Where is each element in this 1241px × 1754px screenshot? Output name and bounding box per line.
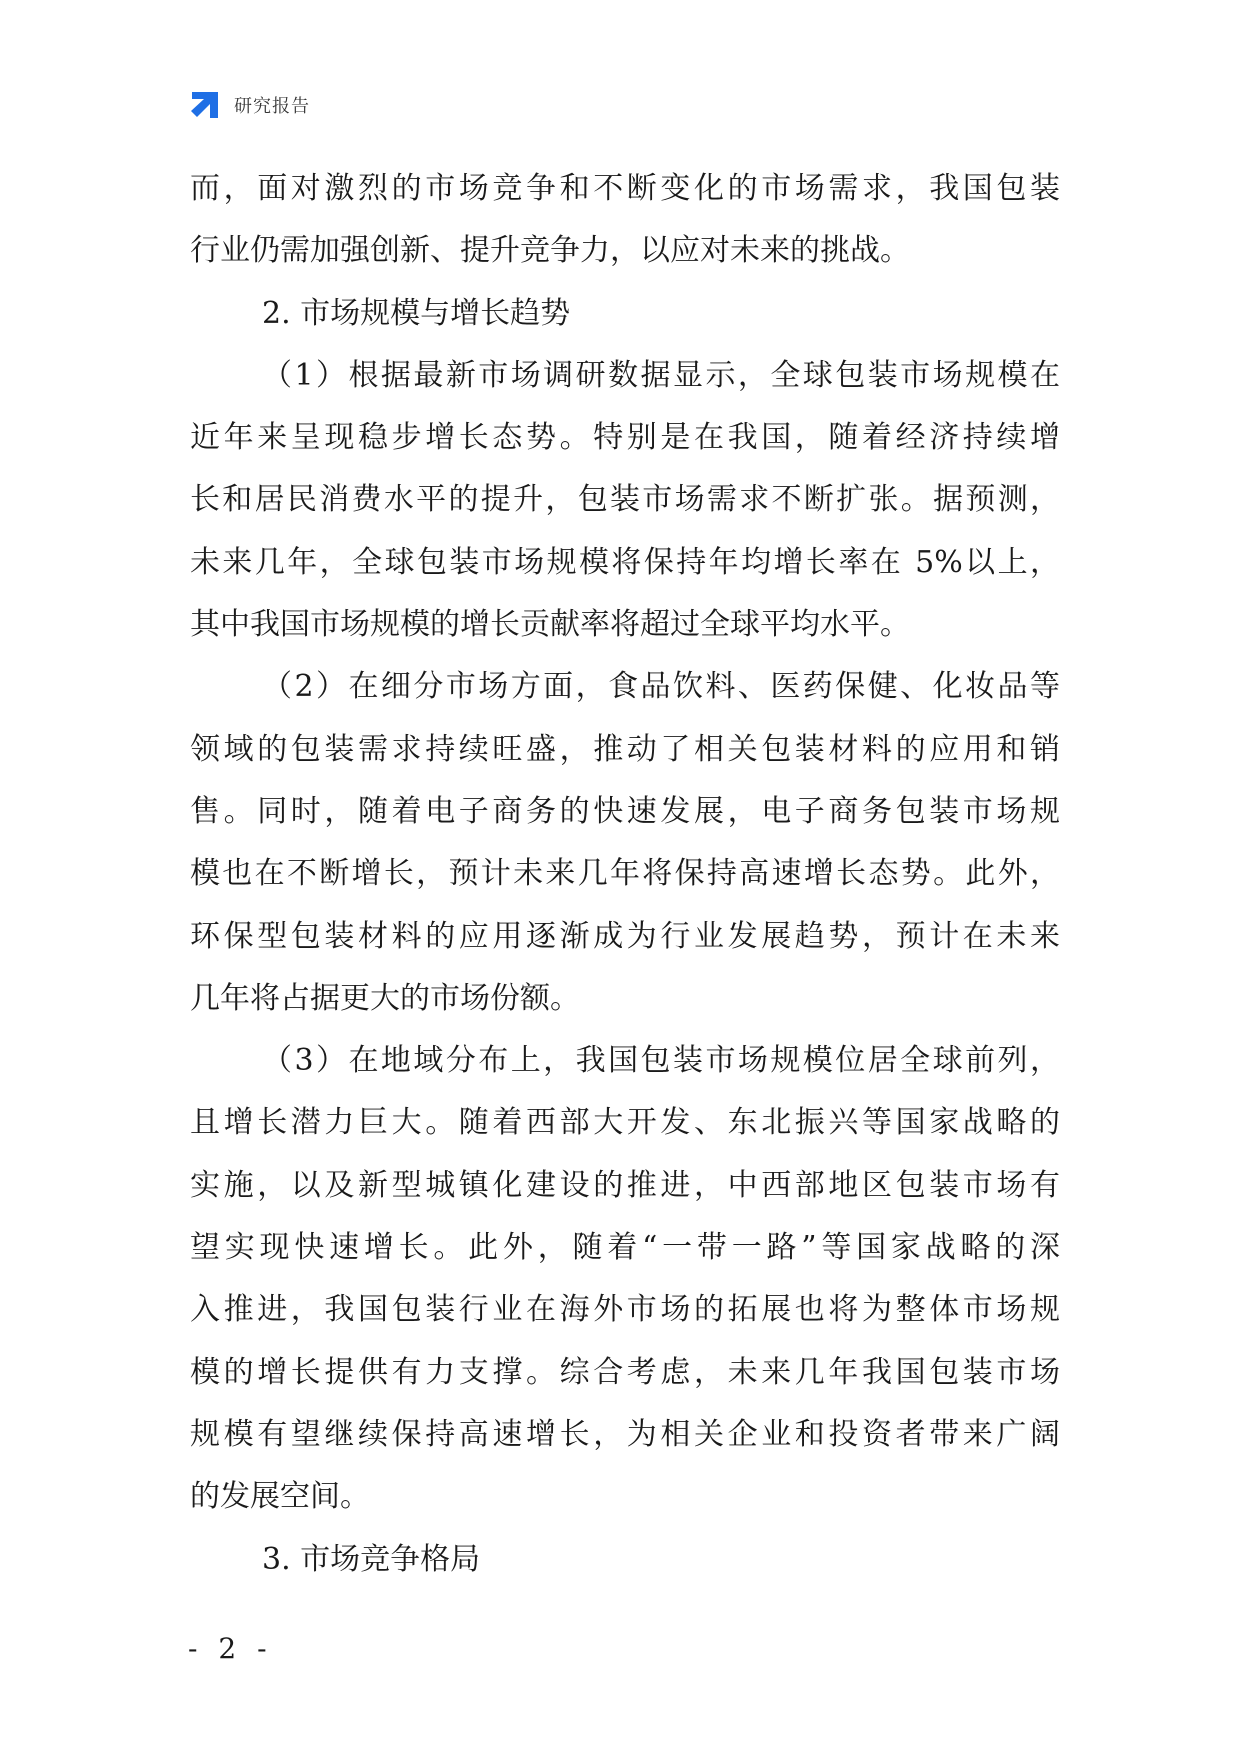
paragraph-first-line: （3）在地域分布上，我国包装市场规模位居全球前列， bbox=[262, 1043, 1060, 1079]
paragraph-line: 入推进，我国包装行业在海外市场的拓展也将为整体市场规 bbox=[190, 1292, 1060, 1328]
paragraph-last-line: 几年将占据更大的市场份额。 bbox=[190, 980, 580, 1016]
paragraph-line: 实施，以及新型城镇化建设的推进，中西部地区包装市场有 bbox=[190, 1167, 1060, 1203]
paragraph-line: 望实现快速增长。此外，随着“一带一路”等国家战略的深 bbox=[190, 1230, 1060, 1266]
paragraph-line: 售。同时，随着电子商务的快速发展，电子商务包装市场规 bbox=[190, 793, 1060, 829]
header-title: 研究报告 bbox=[234, 96, 310, 117]
paragraph-line: 模也在不断增长，预计未来几年将保持高速增长态势。此外， bbox=[190, 856, 1060, 892]
paragraph-line: 而，面对激烈的市场竞争和不断变化的市场需求，我国包装 bbox=[190, 171, 1060, 206]
paragraph-line: 模的增长提供有力支撑。综合考虑，未来几年我国包装市场 bbox=[190, 1354, 1060, 1390]
arrow-up-right-icon bbox=[188, 88, 222, 122]
page-number: - 2 - bbox=[188, 1632, 273, 1665]
section-heading: 3. 市场竞争格局 bbox=[262, 1541, 481, 1577]
paragraph-line: 领域的包装需求持续旺盛，推动了相关包装材料的应用和销 bbox=[190, 731, 1060, 767]
paragraph-line: 且增长潜力巨大。随着西部大开发、东北振兴等国家战略的 bbox=[190, 1105, 1060, 1141]
document-body bbox=[190, 158, 1060, 1591]
paragraph-line: 规模有望继续保持高速增长，为相关企业和投资者带来广阔 bbox=[190, 1416, 1060, 1452]
paragraph-first-line: （2）在细分市场方面，食品饮料、医药保健、化妆品等 bbox=[262, 669, 1060, 705]
paragraph-line: 未来几年，全球包装市场规模将保持年均增长率在 5%以上， bbox=[190, 544, 1060, 580]
paragraph-first-line: （1）根据最新市场调研数据显示，全球包装市场规模在 bbox=[262, 357, 1060, 393]
section-heading: 2. 市场规模与增长趋势 bbox=[262, 295, 571, 331]
paragraph-line: 长和居民消费水平的提升，包装市场需求不断扩张。据预测， bbox=[190, 482, 1060, 518]
paragraph-line: 环保型包装材料的应用逐渐成为行业发展趋势，预计在未来 bbox=[190, 918, 1060, 954]
report-header bbox=[188, 88, 310, 122]
paragraph-last-line: 的发展空间。 bbox=[190, 1479, 370, 1515]
paragraph-last-line: 其中我国市场规模的增长贡献率将超过全球平均水平。 bbox=[190, 607, 910, 643]
paragraph-last-line: 行业仍需加强创新、提升竞争力，以应对未来的挑战。 bbox=[190, 233, 910, 269]
paragraph-line: 近年来呈现稳步增长态势。特别是在我国，随着经济持续增 bbox=[190, 420, 1060, 456]
